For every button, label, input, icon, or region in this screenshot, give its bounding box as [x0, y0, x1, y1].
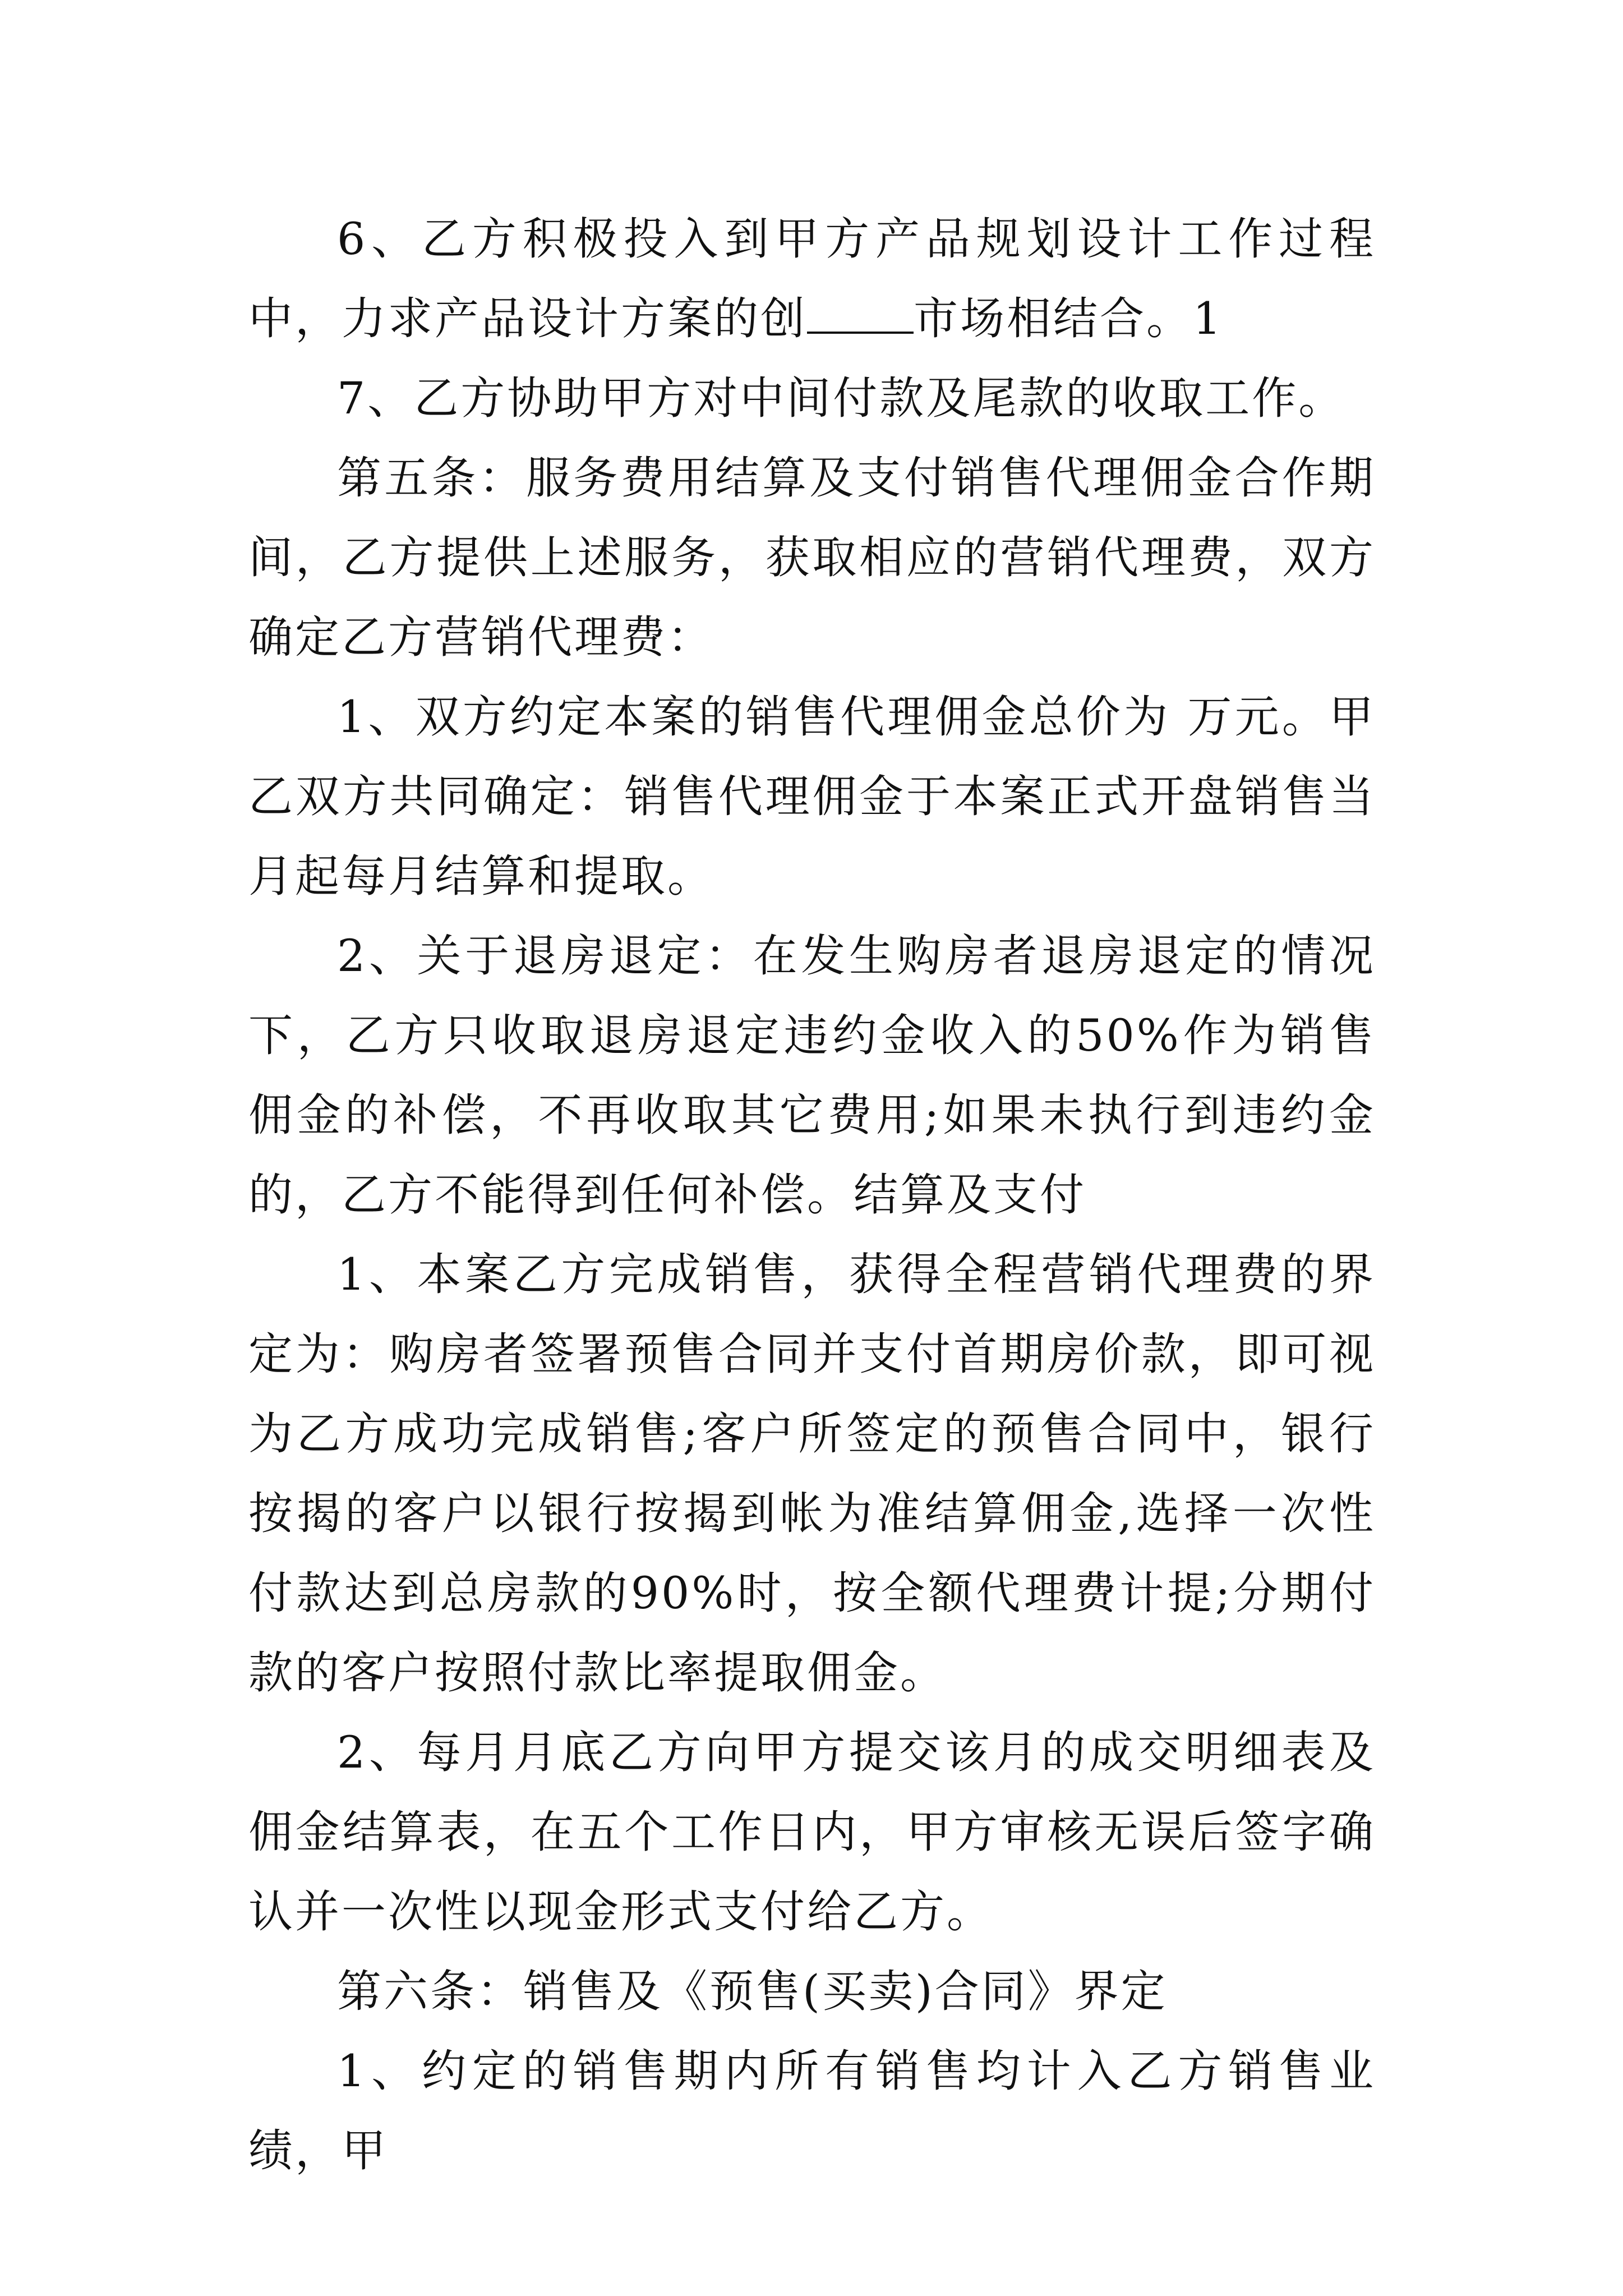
paragraph-text: 6、乙方积极投入到甲方产品规划设计工作过程中，力求产品设计方案的创 — [248, 213, 1376, 344]
paragraph-sale-definition: 1、本案乙方完成销售，获得全程营销代理费的界定为：购房者签署预售合同并支付首期房价款，即可视为乙方成功完成销售;客户所签定的预售合同中，银行按揭的客户以银行按揭到帐为准结算佣金,选择一次性付款达到总房款的90%时，按全额代理费计提;分期付款的客户按照付款比率提取佣金。 — [248, 1249, 1376, 1699]
paragraph-refund: 2、关于退房退定：在发生购房者退房退定的情况下，乙方只收取退房退定违约金收入的50%作为销售佣金的补偿，不再收取其它费用;如果未执行到违约金的，乙方不能得到任何补偿。结算及支付 — [248, 930, 1376, 1221]
paragraph-text-tail: 市场相结合。1 — [914, 293, 1224, 344]
fill-in-blank — [807, 298, 914, 334]
document-body — [248, 199, 1376, 2191]
article-6-heading: 第六条：销售及《预售(买卖)合同》界定 — [337, 1966, 1168, 2017]
paragraph-item-7: 7、乙方协助甲方对中间付款及尾款的收取工作。 — [337, 372, 1345, 424]
paragraph-monthly-settlement: 2、每月月底乙方向甲方提交该月的成交明细表及佣金结算表，在五个工作日内，甲方审核无误后签字确认并一次性以现金形式支付给乙方。 — [248, 1727, 1376, 1938]
paragraph-sales-period: 1、约定的销售期内所有销售均计入乙方销售业绩，甲 — [248, 2045, 1376, 2177]
paragraph-item-6 — [248, 199, 1376, 358]
article-5-heading: 第五条：服务费用结算及支付销售代理佣金合作期间，乙方提供上述服务，获取相应的营销代理费，双方确定乙方营销代理费： — [248, 452, 1376, 663]
paragraph-commission-total: 1、双方约定本案的销售代理佣金总价为 万元。甲乙双方共同确定：销售代理佣金于本案正式开盘销售当月起每月结算和提取。 — [248, 691, 1376, 902]
